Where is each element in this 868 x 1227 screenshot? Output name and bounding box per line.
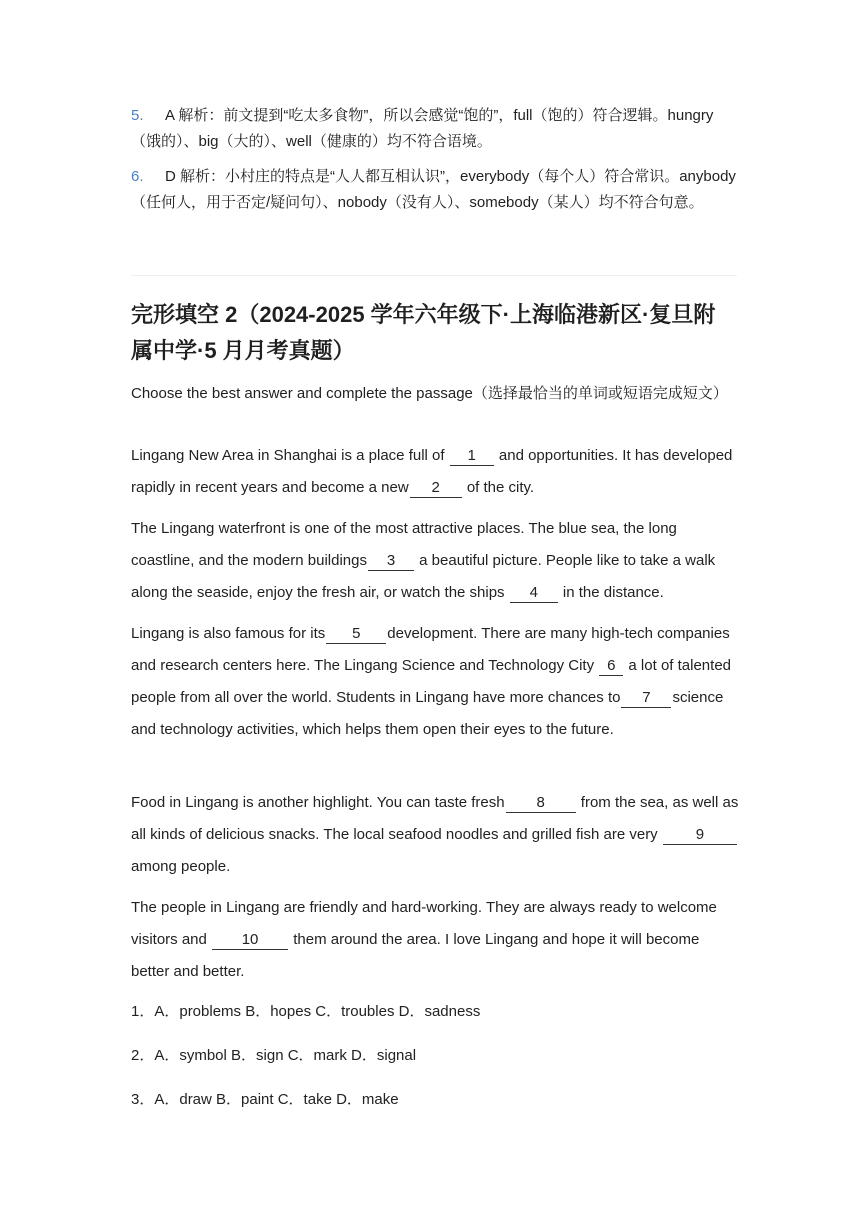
blank-4: 4: [510, 584, 558, 603]
passage-text: The Lingang waterfront is one of the most attractive places. The blue sea, the long coastline, and the modern buildings: [131, 520, 677, 569]
passage-paragraph-5: [131, 892, 741, 988]
passage-text: a beautiful picture. People like to take a walk along the seaside, enjoy the fresh air, or watch the ships: [131, 552, 716, 601]
blank-3: 3: [368, 552, 414, 571]
option-line-2: 2．A．symbol B．sign C．mark D．signal: [131, 1047, 417, 1064]
passage-paragraph-2: [131, 513, 741, 609]
blank-2: 2: [410, 479, 462, 498]
passage-text: a lot of talented people from all over the world. Students in Lingang have more chances to: [131, 657, 731, 706]
blank-5: 5: [326, 625, 386, 644]
section-title: 完形填空 2（2024-2025 学年六年级下·上海临港新区·复旦附属中学·5 月月考真题）: [131, 302, 716, 363]
option-line-1: 1．A．problems B．hopes C．troubles D．sadness: [131, 1003, 481, 1020]
note-text: D 解析：小村庄的特点是“人人都互相认识”，everybody（每个人）符合常识。anybody（任何人，用于否定/疑问句）、nobody（没有人）、somebody（某人）均不符合句意。: [131, 168, 736, 211]
instruction-text: Choose the best answer and complete the passage（选择最恰当的单词或短语完成短文）: [131, 385, 728, 402]
passage-paragraph-3: [131, 618, 741, 746]
note-text: A 解析：前文提到“吃太多食物”，所以会感觉“饱的”，full（饱的）符合逻辑。hungry（饿的）、big（大的）、well（健康的）均不符合语境。: [131, 107, 714, 150]
blank-1: 1: [450, 447, 494, 466]
note-number: 6.: [131, 168, 144, 185]
blank-10: 10: [212, 931, 288, 950]
passage-paragraph-4: [131, 787, 741, 883]
passage-text: them around the area. I love Lingang and hope it will become better and better.: [131, 931, 700, 980]
passage-text: and opportunities. It has developed rapidly in recent years and become a new: [131, 447, 733, 496]
blank-6: 6: [599, 657, 623, 676]
passage-text: from the sea, as well as all kinds of delicious snacks. The local seafood noodles and grilled fish are very: [131, 794, 739, 843]
passage-text: among people.: [131, 858, 231, 875]
passage-text: The people in Lingang are friendly and hard-working. They are always ready to welcome visitors and: [131, 899, 717, 948]
passage-text: Lingang New Area in Shanghai is a place full of: [131, 447, 445, 464]
note-number: 5.: [131, 107, 144, 124]
passage-text: science and technology activities, which helps them open their eyes to the future.: [131, 689, 724, 738]
passage-text: of the city.: [466, 479, 535, 496]
answer-note-5: [131, 103, 737, 155]
option-line-3: 3．A．draw B．paint C．take D．make: [131, 1091, 399, 1108]
passage-text: Lingang is also famous for its: [131, 625, 326, 642]
passage-text: in the distance.: [562, 584, 664, 601]
blank-8: 8: [506, 794, 576, 813]
passage-text: development. There are many high-tech companies and research centers here. The Lingang Science and Technology City: [131, 625, 730, 674]
passage-text: Food in Lingang is another highlight. You can taste fresh: [131, 794, 505, 811]
answer-note-6: [131, 164, 737, 216]
passage-paragraph-1: [131, 440, 741, 504]
blank-9: 9: [663, 826, 737, 845]
section-divider: [131, 275, 737, 276]
blank-7: 7: [621, 689, 671, 708]
